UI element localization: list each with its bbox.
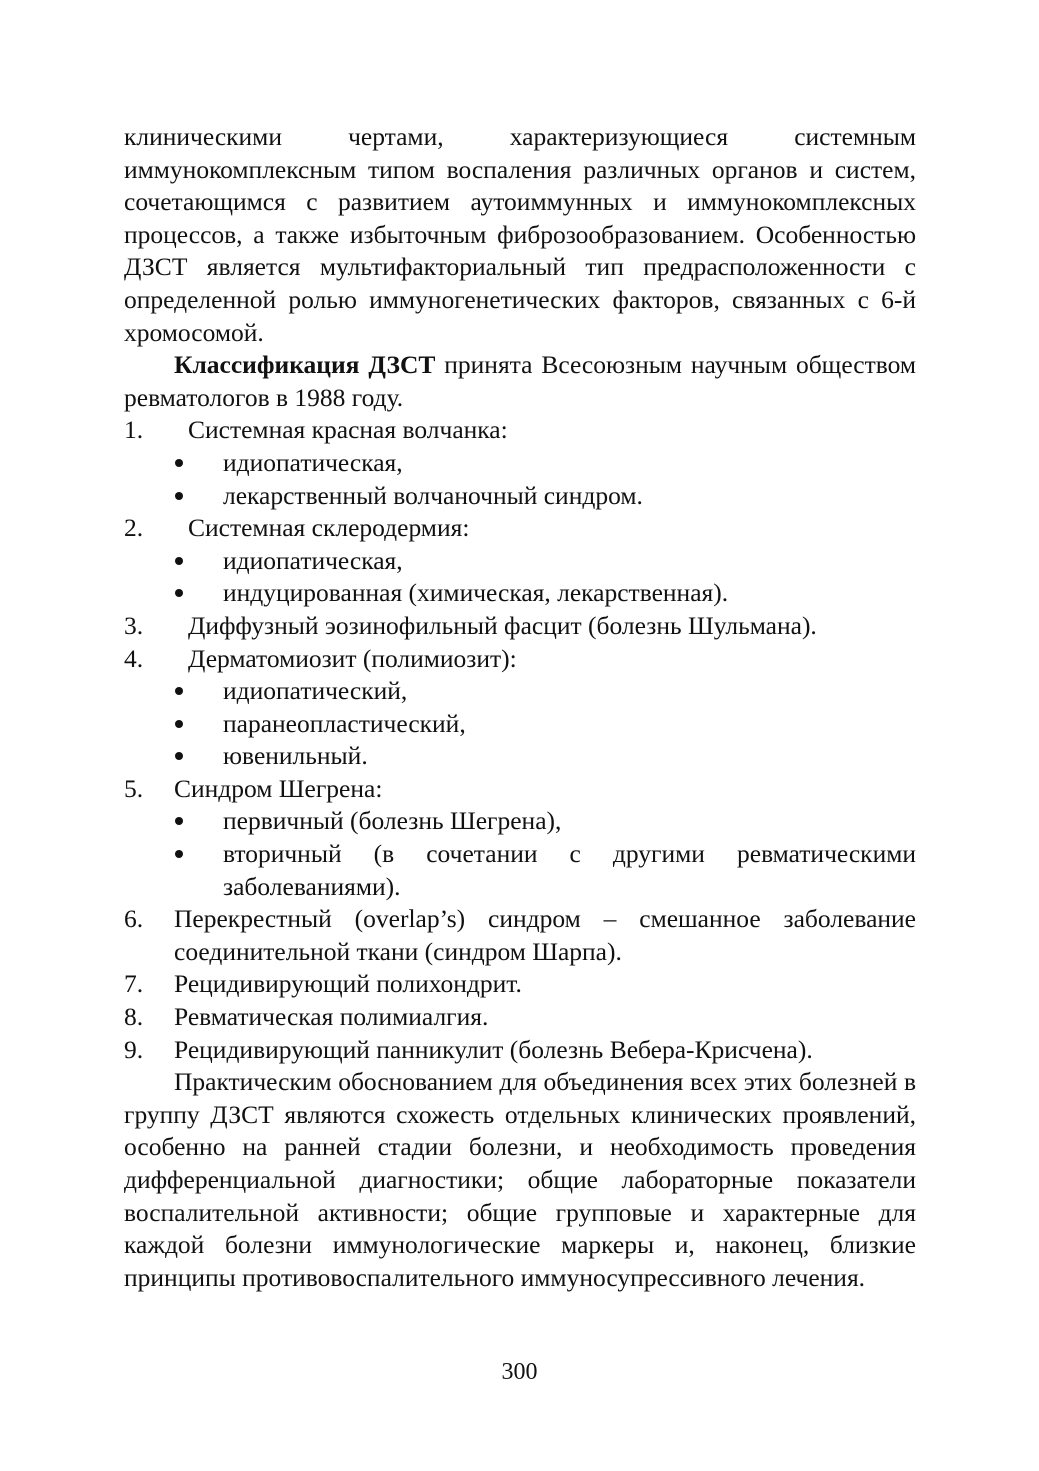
list-item-text: Системная склеродермия:	[188, 513, 470, 543]
bullet-item	[124, 545, 916, 578]
list-item-text: Дерматомиозит (полимиозит):	[188, 643, 517, 673]
list-item-text: Рецидивирующий панникулит (болезнь Вебера-Крисчена).	[174, 1034, 813, 1064]
bullet-icon	[169, 740, 223, 773]
list-item-text: Системная красная волчанка:	[188, 415, 508, 445]
list-item-number: 6.	[124, 904, 144, 934]
bullet-item	[124, 675, 916, 708]
list-item-number: 7.	[124, 969, 144, 999]
bullet-icon	[169, 545, 223, 578]
list-item-6	[124, 903, 916, 968]
classification-term: Классификация ДЗСТ	[174, 350, 436, 380]
list-item-number: 1.	[124, 415, 144, 445]
list-item-7	[124, 968, 916, 1001]
list-item-1	[124, 414, 916, 447]
list-item-4	[124, 643, 916, 676]
classification-text: принята Всесоюзным научным обществом ревматологов в 1988 году.	[124, 350, 916, 412]
list-item-text: Синдром Шегрена:	[174, 773, 383, 803]
bullet-text: идиопатическая,	[223, 545, 403, 575]
list-item-number: 8.	[124, 1002, 144, 1032]
bullet-item	[124, 805, 916, 838]
bullet-text: лекарственный волчаночный синдром.	[223, 480, 643, 510]
bullet-item	[124, 577, 916, 610]
bullet-icon	[169, 838, 223, 903]
bullet-item	[124, 708, 916, 741]
bullet-item	[124, 740, 916, 773]
bullet-icon	[169, 577, 223, 610]
list-item-number: 9.	[124, 1034, 144, 1064]
bullet-icon	[169, 805, 223, 838]
list-item-number: 4.	[124, 643, 144, 673]
page-body	[124, 121, 916, 1294]
list-item-9	[124, 1034, 916, 1067]
classification-list	[124, 414, 916, 1066]
page-number: 300	[501, 1359, 538, 1385]
list-item-8	[124, 1001, 916, 1034]
bullet-icon	[169, 447, 223, 480]
list-item-5	[124, 773, 916, 806]
list-item-number: 5.	[124, 773, 144, 803]
bullet-item	[124, 838, 916, 903]
bullet-item	[124, 480, 916, 513]
bullet-icon	[169, 675, 223, 708]
intro-paragraph: клиническими чертами, характеризующиеся системным иммунокомплексным типом воспаления различных органов и систем, сочетающимся с развитием аутоиммунных и иммунокомплексных процессов, а также избыточным фиброзообразованием. Особенностью ДЗСТ является мультифакториальный тип предрасположенности с определенной ролью иммуногенетических факторов, связанных с 6-й хромосомой.	[124, 122, 916, 347]
bullet-text: первичный (болезнь Шегрена),	[223, 806, 562, 836]
closing-paragraph: Практическим обоснованием для объединения всех этих болезней в группу ДЗСТ являются схожесть отдельных клинических проявлений, особенно на ранней стадии болезни, и необходимость проведения дифференциальной диагностики; общие лабораторные показатели воспалительной активности; общие групповые и характерные для каждой болезни иммунологические маркеры и, наконец, близкие принципы противовоспалительного иммуносупрессивного лечения.	[124, 1067, 916, 1292]
bullet-item	[124, 447, 916, 480]
bullet-text: вторичный (в сочетании с другими ревматическими заболеваниями).	[223, 839, 916, 901]
bullet-text: индуцированная (химическая, лекарственная).	[223, 578, 729, 608]
bullet-text: ювенильный.	[223, 741, 368, 771]
list-item-number: 2.	[124, 513, 144, 543]
bullet-text: идиопатический,	[223, 676, 408, 706]
list-item-text: Диффузный эозинофильный фасцит (болезнь Шульмана).	[188, 610, 817, 640]
bullet-text: паранеопластический,	[223, 708, 466, 738]
bullet-icon	[169, 708, 223, 741]
list-item-text: Рецидивирующий полихондрит.	[174, 969, 522, 999]
bullet-text: идиопатическая,	[223, 447, 403, 477]
classification-paragraph	[124, 349, 916, 414]
list-item-text: Перекрестный (overlap’s) синдром – смешанное заболевание соединительной ткани (синдром Шарпа).	[174, 904, 916, 966]
list-item-text: Ревматическая полимиалгия.	[174, 1002, 489, 1032]
list-item-number: 3.	[124, 610, 144, 640]
list-item-2	[124, 512, 916, 545]
bullet-icon	[169, 480, 223, 513]
list-item-3	[124, 610, 916, 643]
